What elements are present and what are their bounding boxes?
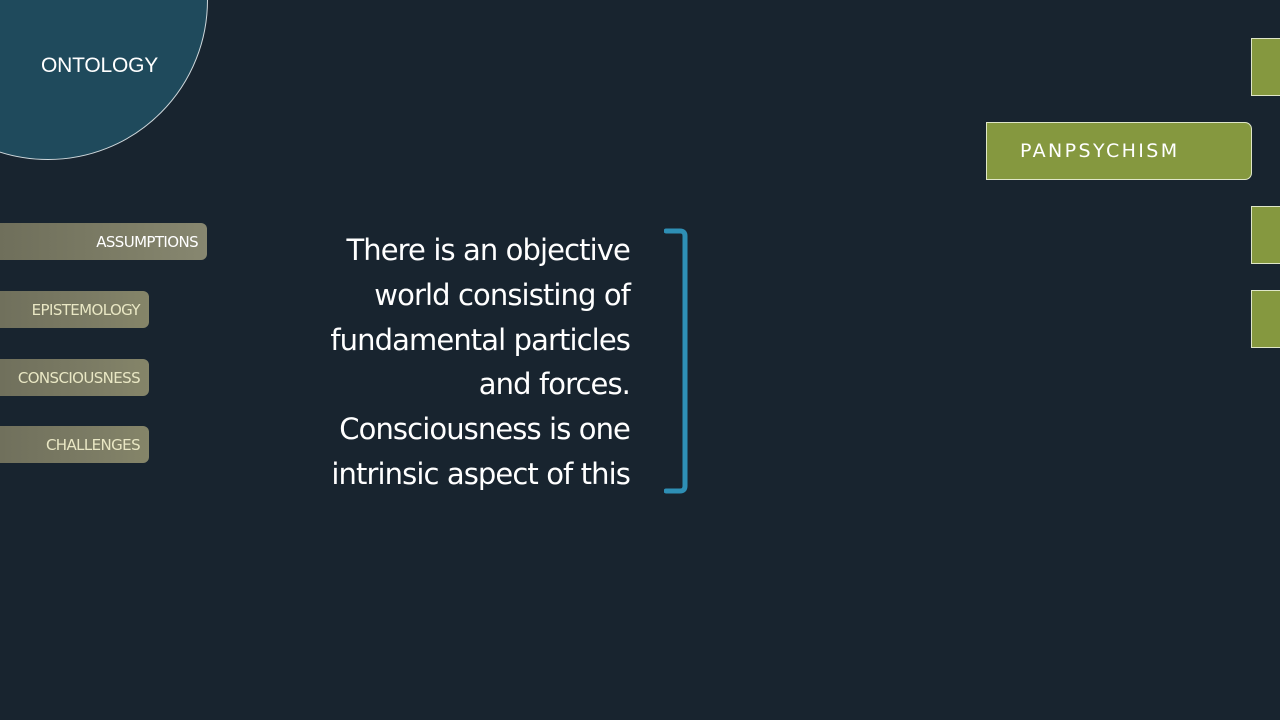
tab-epistemology[interactable] [0, 291, 149, 328]
slide-title: ONTOLOGY [41, 54, 159, 77]
statement-line: There is an objective [346, 233, 630, 267]
assumption-statement [268, 228, 630, 497]
panpsychism-button[interactable] [986, 122, 1252, 180]
tab-consciousness[interactable] [0, 359, 149, 396]
tab-epistemology-label: EPISTEMOLOGY [31, 300, 140, 319]
statement-line: and forces. [478, 367, 630, 402]
tab-assumptions-label: ASSUMPTIONS [96, 232, 198, 251]
statement-line: fundamental particles [330, 322, 630, 357]
title-circle [0, 0, 208, 160]
right-edge-tab-2[interactable] [1251, 206, 1280, 264]
panpsychism-label: PANPSYCHISM [1020, 140, 1180, 162]
tab-challenges[interactable] [0, 426, 149, 463]
tab-challenges-label: CHALLENGES [45, 435, 140, 454]
tab-consciousness-label: CONSCIOUSNESS [17, 368, 140, 387]
statement-line: world consisting of [374, 277, 630, 312]
tab-assumptions[interactable] [0, 223, 207, 260]
statement-line: intrinsic aspect of this [331, 456, 630, 491]
right-edge-tab-1[interactable] [1251, 38, 1280, 96]
statement-line: Consciousness is one [339, 412, 630, 447]
bracket-icon [664, 227, 694, 495]
right-edge-tab-3[interactable] [1251, 290, 1280, 348]
